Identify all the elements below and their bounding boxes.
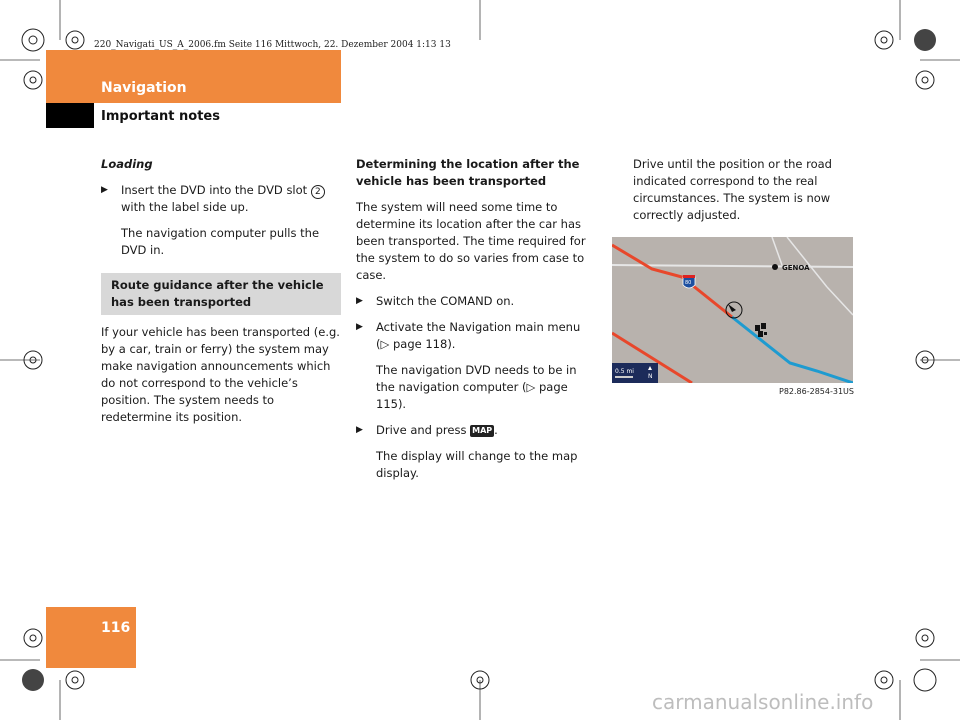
bullet-drive-press	[356, 422, 596, 439]
note-display-change: The display will change to the map display.	[376, 449, 578, 480]
callout-number: 2	[311, 185, 325, 199]
column-3	[633, 156, 853, 233]
intro-text: The system will need some time to determine its location after the car has been transported. The time required for the system to do so varies from case to case.	[356, 200, 586, 282]
bullet-switch-on	[356, 293, 596, 310]
bullet-arrow-icon: ▶	[356, 296, 363, 306]
bullet-arrow-icon: ▶	[356, 322, 363, 332]
highway-number: 80	[685, 280, 692, 286]
box-title-route-guidance: Route guidance after the vehicle has been transported	[101, 273, 341, 315]
note-dvd-pull: The navigation computer pulls the DVD in.	[121, 226, 320, 257]
bullet-text-end: .	[494, 423, 498, 437]
map-display	[612, 237, 853, 383]
header-tab	[46, 103, 94, 128]
bullet-arrow-icon: ▶	[356, 425, 363, 435]
bullet-text: Switch the COMAND on.	[376, 294, 515, 308]
page-number-box	[46, 607, 136, 668]
city-label: GENOA	[782, 264, 810, 272]
body-transported: If your vehicle has been transported (e.g. by a car, train or ferry) the system may make navigation announcements which do not correspond to the vehicle’s position. The system needs to redetermine its position.	[101, 325, 340, 424]
map-caption: P82.86-2854-31US	[779, 387, 854, 396]
section-title: Navigation	[101, 80, 187, 96]
bullet-insert-dvd	[101, 182, 341, 216]
header-bar	[46, 50, 341, 103]
scale-label: 0.5 mi	[615, 368, 634, 375]
page-reference: (▷ page 118).	[376, 337, 456, 351]
printer-info-line: 220_Navigati_US_A_2006.fm Seite 116 Mittwoch, 22. Dezember 2004 1:13 13	[94, 40, 451, 50]
scale-bar	[615, 376, 633, 378]
watermark: carmanualsonline.info	[652, 690, 874, 714]
bullet-text: Activate the Navigation main menu	[376, 320, 581, 334]
section-subtitle: Important notes	[101, 109, 220, 124]
body-drive-until: Drive until the position or the road indicated correspond to the real circumstances. The system is now correctly adjusted.	[633, 157, 832, 222]
bullet-text: Insert the DVD into the DVD slot	[121, 183, 311, 197]
bullet-activate-menu	[356, 319, 596, 353]
note-dvd-needed: The navigation DVD needs to be in the navigation computer (▷ page 115).	[376, 363, 577, 411]
column-2	[356, 156, 596, 491]
bullet-text: Drive and press	[376, 423, 471, 437]
north-label: N	[648, 373, 653, 380]
page-number: 116	[101, 620, 131, 636]
heading-determining-location: Determining the location after the vehicle has been transported	[356, 157, 580, 188]
map-key-icon: MAP	[472, 426, 493, 435]
bullet-arrow-icon: ▶	[101, 185, 108, 195]
column-1	[101, 156, 341, 435]
heading-loading: Loading	[101, 157, 153, 171]
bullet-text-cont: with the label side up.	[121, 200, 249, 214]
city-dot	[772, 264, 778, 270]
map-figure	[612, 237, 853, 383]
highway-shield-icon	[683, 275, 695, 288]
